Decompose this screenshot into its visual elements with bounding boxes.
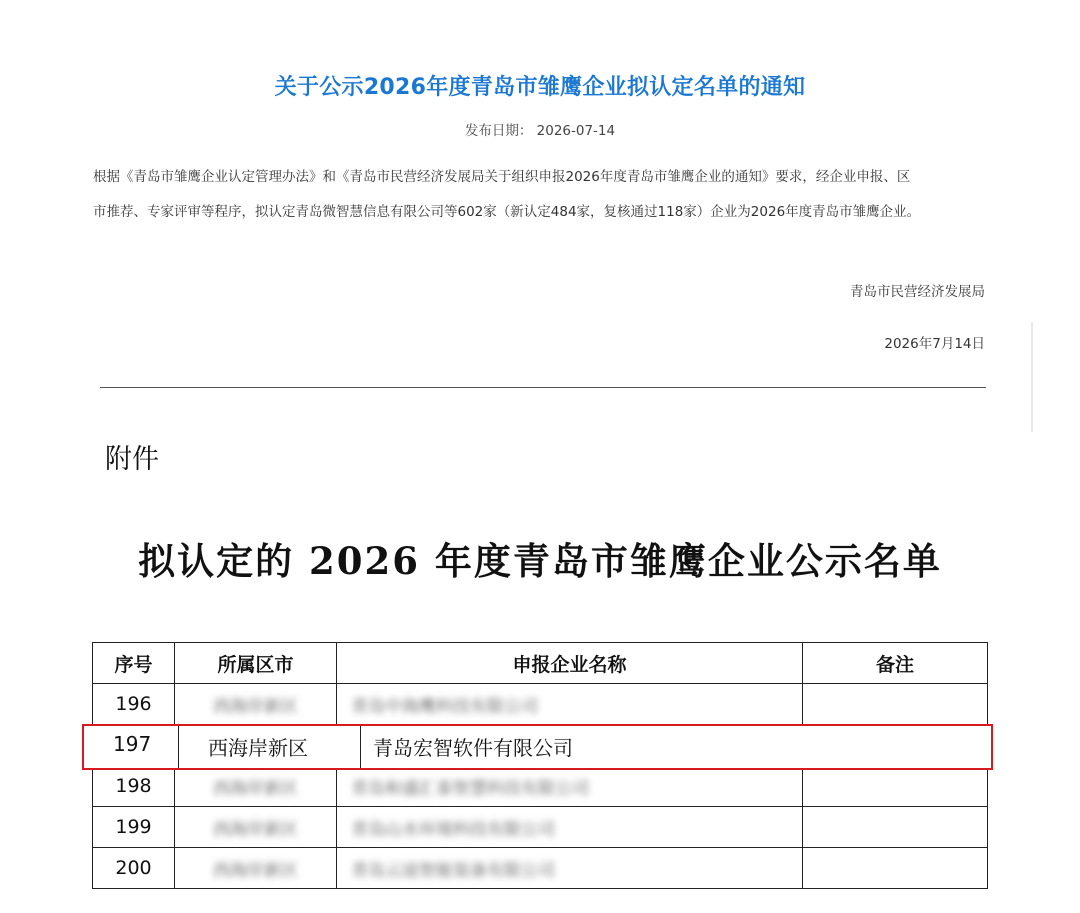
row-note	[803, 848, 988, 889]
issue-date: 2026年7月14日	[884, 336, 985, 352]
row-company	[337, 807, 803, 848]
row-company	[337, 848, 803, 889]
notice-title: 关于公示2026年度青岛市雏鹰企业拟认定名单的通知	[274, 75, 806, 100]
page-edge-mark	[1031, 322, 1033, 432]
header-district: 所属区市	[175, 643, 337, 684]
issuer: 青岛市民营经济发展局	[850, 284, 985, 300]
row-district	[175, 807, 337, 848]
blurred-district: 西海岸新区	[213, 696, 298, 717]
highlighted-row-district: 西海岸新区	[208, 736, 308, 760]
blurred-district: 西海岸新区	[213, 819, 298, 840]
notice-body	[93, 160, 993, 230]
attachment-label: 附件	[105, 444, 159, 475]
highlighted-row-index: 197	[113, 732, 152, 756]
blurred-company: 青岛云途智能装备有限公司	[351, 860, 555, 881]
table-header-row	[93, 643, 988, 684]
header-note: 备注	[803, 643, 988, 684]
row-district	[175, 684, 337, 725]
row-index: 196	[93, 684, 175, 725]
notice-body-line-1: 根据《青岛市雏鹰企业认定管理办法》和《青岛市民营经济发展局关于组织申报2026年度青岛市雏鹰企业的通知》要求，经企业申报、区	[93, 169, 911, 185]
row-district	[175, 766, 337, 807]
highlighted-row-divider	[178, 726, 179, 768]
row-index: 199	[93, 807, 175, 848]
highlighted-row-company: 青岛宏智软件有限公司	[373, 736, 573, 760]
publish-date-line	[0, 119, 1080, 139]
table-row	[93, 807, 988, 848]
table-row	[93, 848, 988, 889]
divider	[100, 387, 986, 388]
notice-body-line-2: 市推荐、专家评审等程序，拟认定青岛微智慧信息有限公司等602家（新认定484家，复核通过118家）企业为2026年度青岛市雏鹰企业。	[93, 204, 921, 220]
row-company	[337, 766, 803, 807]
blurred-company: 青岛山水环境科技有限公司	[351, 819, 555, 840]
publish-date-value: 2026-07-14	[536, 123, 616, 139]
row-index: 200	[93, 848, 175, 889]
row-note	[803, 766, 988, 807]
row-note	[803, 684, 988, 725]
header-index: 序号	[93, 643, 175, 684]
row-index: 198	[93, 766, 175, 807]
row-company	[337, 684, 803, 725]
publish-date-label: 发布日期：	[464, 123, 533, 139]
table-row	[93, 684, 988, 725]
row-note	[803, 807, 988, 848]
blurred-company: 青岛中海鹰科技有限公司	[351, 696, 538, 717]
header-company: 申报企业名称	[337, 643, 803, 684]
blurred-district: 西海岸新区	[213, 778, 298, 799]
blurred-district: 西海岸新区	[213, 860, 298, 881]
highlighted-row-divider	[360, 726, 361, 768]
table-row	[93, 766, 988, 807]
list-title: 拟认定的 2026 年度青岛市雏鹰企业公示名单	[138, 539, 942, 583]
row-district	[175, 848, 337, 889]
blurred-company: 青岛和盛汇泰智慧科技有限公司	[351, 778, 589, 799]
